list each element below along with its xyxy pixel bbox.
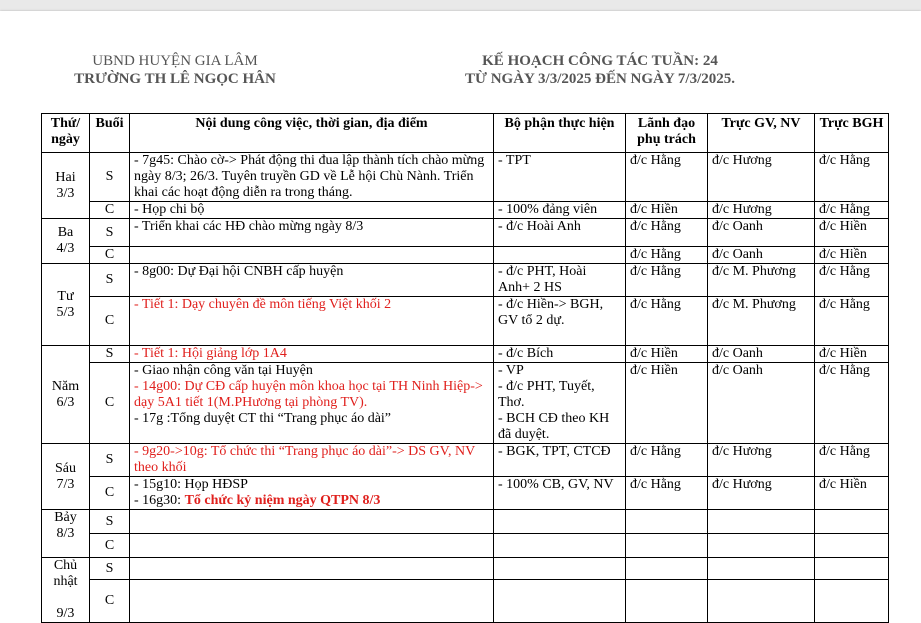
bgh-cell <box>815 580 889 623</box>
duty-cell: đ/c M. Phương <box>708 264 815 297</box>
content-cell <box>130 580 494 623</box>
table-row <box>42 153 889 202</box>
dept-cell: - VP - đ/c PHT, Tuyết, Thơ. - BCH CĐ theo KH đã duyệt. <box>494 363 626 444</box>
document-page <box>0 11 921 623</box>
lead-cell: đ/c Hằng <box>626 219 708 247</box>
bgh-cell <box>815 510 889 534</box>
col-header-duty: Trực GV, NV <box>708 114 815 153</box>
content-cell <box>130 477 494 510</box>
content-cell <box>130 534 494 558</box>
table-row <box>42 558 889 580</box>
bgh-cell: đ/c Hằng <box>815 444 889 477</box>
school-name: TRƯỜNG TH LÊ NGỌC HÂN <box>74 71 276 87</box>
session-cell: S <box>90 346 130 363</box>
session-cell: S <box>90 510 130 534</box>
bgh-cell <box>815 534 889 558</box>
content-cell: - Triển khai các HĐ chào mừng ngày 8/3 <box>130 219 494 247</box>
lead-cell: đ/c Hiền <box>626 346 708 363</box>
day-cell: Tư 5/3 <box>42 264 90 346</box>
bgh-cell <box>815 558 889 580</box>
bgh-cell: đ/c Hiền <box>815 477 889 510</box>
session-cell: C <box>90 534 130 558</box>
lead-cell <box>626 534 708 558</box>
content-line <box>134 493 489 509</box>
lead-cell: đ/c Hằng <box>626 264 708 297</box>
dept-cell <box>494 247 626 264</box>
session-cell: S <box>90 219 130 247</box>
content-cell: - Tiết 1: Hội giảng lớp 1A4 <box>130 346 494 363</box>
content-cell: - 7g45: Chào cờ-> Phát động thi đua lập thành tích chào mừng ngày 8/3; 26/3. Tuyên truyền GD về Lễ hội Chù Nành. Triển khai các hoạt động diễn ra trong tháng. <box>130 153 494 202</box>
lead-cell: đ/c Hiền <box>626 363 708 444</box>
session-cell: S <box>90 444 130 477</box>
table-row <box>42 510 889 534</box>
content-cell: - 8g00: Dự Đại hội CNBH cấp huyện <box>130 264 494 297</box>
content-prefix: - 16g30: <box>134 493 185 508</box>
table-row <box>42 297 889 346</box>
content-line: - Giao nhận công văn tại Huyện <box>134 363 313 378</box>
lead-cell: đ/c Hằng <box>626 477 708 510</box>
content-highlight: Tổ chức kỷ niệm ngày QTPN 8/3 <box>184 493 381 508</box>
table-row <box>42 202 889 219</box>
session-cell: S <box>90 264 130 297</box>
lead-cell <box>626 558 708 580</box>
content-cell <box>130 510 494 534</box>
dept-cell <box>494 534 626 558</box>
table-row <box>42 477 889 510</box>
session-cell: C <box>90 363 130 444</box>
lead-cell: đ/c Hiền <box>626 202 708 219</box>
duty-cell: đ/c Hương <box>708 444 815 477</box>
session-cell: C <box>90 202 130 219</box>
table-row <box>42 444 889 477</box>
table-row <box>42 346 889 363</box>
duty-cell: đ/c Hương <box>708 153 815 202</box>
duty-cell <box>708 510 815 534</box>
session-cell: C <box>90 247 130 264</box>
day-cell: Năm 6/3 <box>42 346 90 444</box>
schedule-table <box>41 113 889 623</box>
col-header-day: Thứ/ ngày <box>42 114 90 153</box>
dept-cell: - đ/c Bích <box>494 346 626 363</box>
content-cell <box>130 558 494 580</box>
session-cell: C <box>90 580 130 623</box>
lead-cell: đ/c Hằng <box>626 297 708 346</box>
lead-cell: đ/c Hằng <box>626 247 708 264</box>
day-cell: Chủ nhật 9/3 <box>42 558 90 623</box>
dept-cell: - đ/c Hiền-> BGH, GV tổ 2 dự. <box>494 297 626 346</box>
table-row <box>42 247 889 264</box>
content-line: - 14g00: Dự CĐ cấp huyện môn khoa học tại TH Ninh Hiệp-> dạy 5A1 tiết 1(M.PHương tại phòng TV). <box>134 379 483 410</box>
duty-cell <box>708 558 815 580</box>
content-cell: - Họp chi bộ <box>130 202 494 219</box>
content-line: - 17g :Tổng duyệt CT thi “Trang phục áo dài” <box>134 411 392 426</box>
dept-cell <box>494 558 626 580</box>
lead-cell: đ/c Hằng <box>626 444 708 477</box>
col-header-content: Nội dung công việc, thời gian, địa điểm <box>130 114 494 153</box>
table-row <box>42 534 889 558</box>
duty-cell: đ/c Oanh <box>708 363 815 444</box>
duty-cell: đ/c Oanh <box>708 346 815 363</box>
day-cell: Sáu 7/3 <box>42 444 90 510</box>
dept-cell <box>494 580 626 623</box>
bgh-cell: đ/c Hiền <box>815 247 889 264</box>
session-cell: C <box>90 477 130 510</box>
col-header-lead: Lãnh đạo phụ trách <box>626 114 708 153</box>
dept-cell: - TPT <box>494 153 626 202</box>
lead-cell <box>626 510 708 534</box>
dept-cell: - 100% CB, GV, NV <box>494 477 626 510</box>
table-row <box>42 219 889 247</box>
col-header-bgh: Trực BGH <box>815 114 889 153</box>
table-row <box>42 264 889 297</box>
table-row <box>42 580 889 623</box>
session-cell: S <box>90 153 130 202</box>
duty-cell: đ/c Oanh <box>708 247 815 264</box>
school-header <box>60 52 290 88</box>
content-cell <box>130 363 494 444</box>
dept-cell: - 100% đảng viên <box>494 202 626 219</box>
dept-cell: - đ/c PHT, Hoài Anh+ 2 HS <box>494 264 626 297</box>
plan-header <box>440 52 760 88</box>
content-line: - 15g10: Họp HĐSP <box>134 477 248 492</box>
day-cell: Ba 4/3 <box>42 219 90 264</box>
table-row <box>42 363 889 444</box>
lead-cell <box>626 580 708 623</box>
bgh-cell: đ/c Hiền <box>815 346 889 363</box>
dept-cell: - đ/c Hoài Anh <box>494 219 626 247</box>
duty-cell: đ/c Hương <box>708 477 815 510</box>
content-cell: - Tiết 1: Dạy chuyên đề môn tiếng Việt khối 2 <box>130 297 494 346</box>
duty-cell: đ/c M. Phương <box>708 297 815 346</box>
lead-cell: đ/c Hằng <box>626 153 708 202</box>
duty-cell: đ/c Oanh <box>708 219 815 247</box>
dept-cell: - BGK, TPT, CTCĐ <box>494 444 626 477</box>
col-header-dept: Bộ phận thực hiện <box>494 114 626 153</box>
content-cell: - 9g20->10g: Tổ chức thi “Trang phục áo dài”-> DS GV, NV theo khối <box>130 444 494 477</box>
dept-cell <box>494 510 626 534</box>
session-cell: C <box>90 297 130 346</box>
duty-cell <box>708 534 815 558</box>
day-cell: Hai 3/3 <box>42 153 90 219</box>
bgh-cell: đ/c Hằng <box>815 153 889 202</box>
content-cell <box>130 247 494 264</box>
bgh-cell: đ/c Hằng <box>815 297 889 346</box>
table-header-row <box>42 114 889 153</box>
plan-date-range: TỪ NGÀY 3/3/2025 ĐẾN NGÀY 7/3/2025. <box>465 71 735 87</box>
session-cell: S <box>90 558 130 580</box>
duty-cell <box>708 580 815 623</box>
bgh-cell: đ/c Hằng <box>815 363 889 444</box>
district-name: UBND HUYỆN GIA LÂM <box>92 53 258 69</box>
col-header-session: Buổi <box>90 114 130 153</box>
bgh-cell: đ/c Hằng <box>815 202 889 219</box>
bgh-cell: đ/c Hiền <box>815 219 889 247</box>
plan-title: KẾ HOẠCH CÔNG TÁC TUẦN: 24 <box>482 53 718 69</box>
duty-cell: đ/c Hương <box>708 202 815 219</box>
bgh-cell: đ/c Hằng <box>815 264 889 297</box>
day-cell: Bảy 8/3 <box>42 510 90 558</box>
